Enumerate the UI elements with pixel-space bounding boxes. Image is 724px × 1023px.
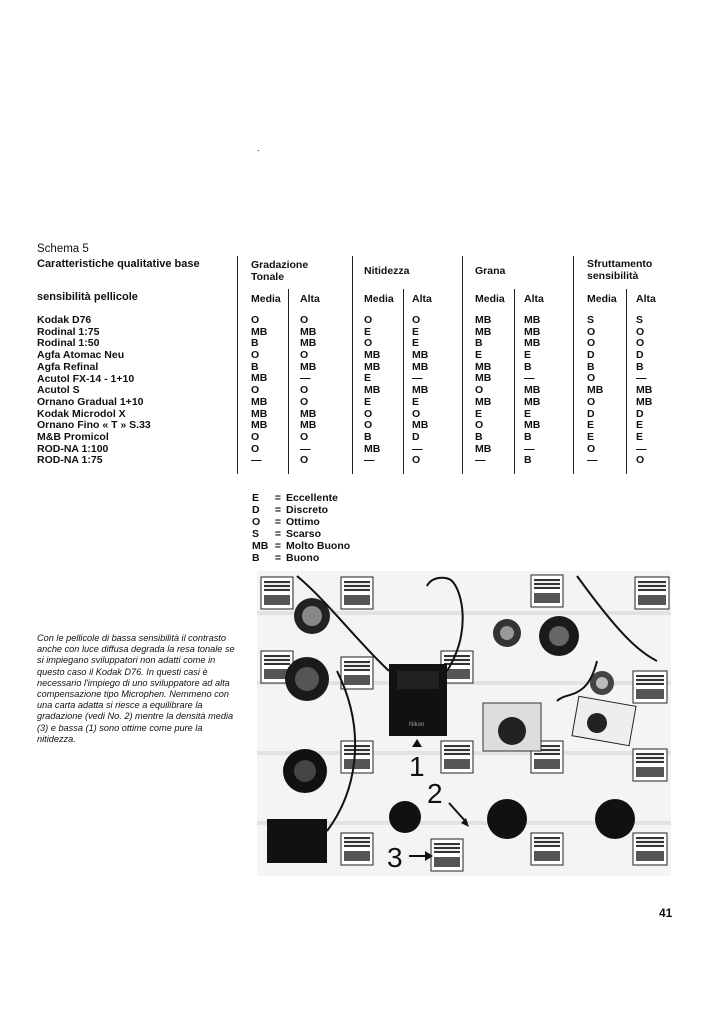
table-cell: O bbox=[412, 314, 421, 326]
photo-label-1: 1 bbox=[409, 751, 425, 782]
legend-meaning: Buono bbox=[286, 552, 320, 564]
column-divider bbox=[237, 256, 238, 474]
legend-row bbox=[252, 504, 350, 516]
page-number: 41 bbox=[659, 906, 673, 920]
table-cell: — bbox=[300, 372, 311, 385]
table-cell: E bbox=[412, 325, 420, 338]
developer-name: Kodak D76 bbox=[37, 314, 92, 326]
table-cell: B bbox=[364, 430, 372, 443]
table-cell: MB bbox=[475, 314, 492, 326]
table-cell: MB bbox=[475, 360, 492, 373]
table-cell: O bbox=[300, 314, 309, 326]
legend-equals: = bbox=[274, 516, 282, 528]
legend-meaning: Scarso bbox=[286, 528, 322, 540]
table-cell: E bbox=[412, 395, 420, 408]
developer-name: Agfa Refinal bbox=[37, 360, 99, 373]
table-cell: MB bbox=[524, 384, 541, 397]
table-cell: O bbox=[587, 442, 596, 455]
legend-equals: = bbox=[274, 504, 282, 516]
table-cell: O bbox=[300, 430, 309, 443]
table-cell: O bbox=[587, 337, 596, 350]
table-cell: MB bbox=[251, 325, 268, 338]
column-divider bbox=[462, 256, 463, 474]
table-cell: MB bbox=[475, 395, 492, 408]
legend-row bbox=[252, 492, 350, 504]
table-cell: MB bbox=[300, 407, 317, 420]
column-divider bbox=[573, 256, 574, 474]
table-cell: MB bbox=[251, 395, 268, 408]
table-cell: MB bbox=[412, 384, 429, 397]
table-cell: E bbox=[636, 430, 644, 443]
table-cell: MB bbox=[251, 407, 268, 420]
table-cell: B bbox=[475, 430, 483, 443]
table-cell: O bbox=[636, 325, 645, 338]
table-cell: MB bbox=[412, 360, 429, 373]
table-cell: D bbox=[587, 407, 595, 420]
table-cell: B bbox=[251, 337, 259, 350]
table-cell: MB bbox=[251, 372, 268, 385]
table-cell: MB bbox=[300, 337, 317, 350]
col-nitidezza-media bbox=[364, 315, 380, 467]
table-cell: — bbox=[412, 442, 423, 455]
table-cell: B bbox=[251, 360, 259, 373]
col-sfruttamento-alta bbox=[636, 315, 652, 467]
table-cell: D bbox=[636, 407, 644, 420]
table-cell: O bbox=[412, 454, 421, 467]
developer-name: Agfa Atomac Neu bbox=[37, 349, 125, 362]
table-subtitle: Caratteristiche qualitative base bbox=[37, 258, 200, 270]
table-cell: E bbox=[475, 349, 483, 362]
table-cell: O bbox=[251, 430, 260, 443]
legend-code: B bbox=[252, 552, 260, 564]
table-cell: MB bbox=[300, 325, 317, 338]
photo-illustration bbox=[257, 571, 671, 876]
table-cell: — bbox=[587, 454, 598, 467]
arrow-1 bbox=[412, 739, 422, 747]
legend-equals: = bbox=[274, 528, 282, 540]
table-cell: E bbox=[587, 430, 595, 443]
table-cell: MB bbox=[524, 337, 541, 350]
column-divider bbox=[514, 289, 515, 474]
table-cell: MB bbox=[300, 419, 317, 432]
developer-name: Acutol FX-14 - 1+10 bbox=[37, 372, 135, 385]
col-sfruttamento-media bbox=[587, 315, 603, 467]
group-header-gradazione: Gradazione Tonale bbox=[251, 259, 309, 283]
table-cell: E bbox=[524, 349, 532, 362]
developer-name: Acutol S bbox=[37, 384, 80, 397]
table-cell: E bbox=[364, 325, 372, 338]
group-header-sfruttamento: Sfruttamento sensibilità bbox=[587, 258, 653, 282]
table-cell: — bbox=[364, 454, 375, 467]
table-cell: MB bbox=[412, 419, 429, 432]
table-cell: D bbox=[587, 349, 595, 362]
table-cell: O bbox=[300, 384, 309, 397]
table-cell: MB bbox=[364, 360, 381, 373]
table-cell: O bbox=[251, 384, 260, 397]
table-cell: E bbox=[412, 337, 420, 350]
table-cell: D bbox=[636, 349, 644, 362]
table-cell: O bbox=[251, 314, 260, 326]
subheader-media: Media bbox=[251, 293, 281, 305]
table-cell: B bbox=[524, 454, 532, 467]
legend-row bbox=[252, 552, 350, 564]
developer-name: ROD-NA 1:75 bbox=[37, 454, 103, 467]
table-cell: O bbox=[475, 384, 484, 397]
table-cell: O bbox=[251, 349, 260, 362]
legend-equals: = bbox=[274, 552, 282, 564]
legend-row bbox=[252, 516, 350, 528]
legend-code: S bbox=[252, 528, 260, 540]
table-cell: S bbox=[636, 314, 644, 326]
table-cell: O bbox=[251, 442, 260, 455]
table-cell: O bbox=[587, 325, 596, 338]
developer-list bbox=[37, 315, 237, 467]
table-cell: O bbox=[300, 454, 309, 467]
developer-name: Rodinal 1:50 bbox=[37, 337, 100, 350]
subheader-alta: Alta bbox=[300, 293, 320, 305]
legend-code: O bbox=[252, 516, 261, 528]
developer-name: M&B Promicol bbox=[37, 431, 109, 444]
table-cell: MB bbox=[475, 325, 492, 338]
table-cell: MB bbox=[475, 442, 492, 455]
table-cell: O bbox=[364, 337, 373, 350]
table-cell: O bbox=[364, 407, 373, 420]
subheader-alta: Alta bbox=[636, 293, 656, 305]
table-cell: MB bbox=[636, 384, 653, 397]
table-cell: MB bbox=[524, 419, 541, 432]
table-cell: E bbox=[636, 419, 644, 432]
table-cell: O bbox=[636, 454, 645, 467]
table-cell: MB bbox=[364, 442, 381, 455]
table-cell: O bbox=[636, 337, 645, 350]
schema-label: Schema 5 bbox=[37, 243, 89, 255]
photo-label-3: 3 bbox=[387, 842, 403, 873]
legend-code: D bbox=[252, 504, 260, 516]
column-divider bbox=[352, 256, 353, 474]
table-cell: MB bbox=[524, 314, 541, 326]
table-cell: MB bbox=[475, 372, 492, 385]
table-cell: O bbox=[475, 419, 484, 432]
group-header-grana: Grana bbox=[475, 265, 506, 277]
table-cell: B bbox=[636, 360, 644, 373]
stray-dot: . bbox=[257, 143, 260, 153]
table-cell: E bbox=[364, 372, 372, 385]
photo-caption: Con le pellicole di bassa sensibilità il contrasto anche con luce diffusa degrada la resa tonale se si impiegano sviluppatori non adatti come in questo caso il Kodak D76. In questi casi è necessario l'impiego di uno sviluppatore ad alta compensazione tipo Microphen. Nemmeno con una carta adatta si riesce a equilibrare la gradazione (vedi No. 2) mentre la densità media (3) e bassa (1) sono ottime come pure la nitidezza. bbox=[37, 633, 235, 744]
table-cell: O bbox=[300, 395, 309, 408]
legend-equals: = bbox=[274, 540, 282, 552]
table-cell: E bbox=[364, 395, 372, 408]
column-divider bbox=[626, 289, 627, 474]
table-cell: MB bbox=[524, 325, 541, 338]
table-cell: D bbox=[412, 430, 420, 443]
legend-meaning: Molto Buono bbox=[286, 540, 351, 552]
photo-label-2: 2 bbox=[427, 778, 443, 809]
table-cell: — bbox=[251, 454, 262, 467]
subheader-alta: Alta bbox=[412, 293, 432, 305]
table-cell: — bbox=[412, 372, 423, 385]
subheader-media: Media bbox=[587, 293, 617, 305]
col-grana-media bbox=[475, 315, 491, 467]
table-cell: — bbox=[524, 372, 535, 385]
table-cell: MB bbox=[251, 419, 268, 432]
table-cell: — bbox=[636, 372, 647, 385]
legend-meaning: Eccellente bbox=[286, 492, 338, 504]
legend-code: E bbox=[252, 492, 260, 504]
developer-name: Rodinal 1:75 bbox=[37, 325, 100, 338]
subheader-media: Media bbox=[364, 293, 394, 305]
table-cell: MB bbox=[412, 349, 429, 362]
developer-name: ROD-NA 1:100 bbox=[37, 442, 109, 455]
legend-meaning: Discreto bbox=[286, 504, 329, 516]
table-cell: MB bbox=[524, 395, 541, 408]
table-cell: S bbox=[587, 314, 595, 326]
table-cell: O bbox=[587, 372, 596, 385]
table-cell: O bbox=[587, 395, 596, 408]
table-cell: B bbox=[524, 430, 532, 443]
table-cell: E bbox=[524, 407, 532, 420]
table-cell: — bbox=[524, 442, 535, 455]
legend bbox=[252, 492, 350, 564]
group-header-nitidezza: Nitidezza bbox=[364, 265, 410, 277]
legend-equals: = bbox=[274, 492, 282, 504]
col-gradazione-alta bbox=[300, 315, 316, 467]
camera-brand-text: Nikon bbox=[409, 722, 425, 728]
legend-meaning: Ottimo bbox=[286, 516, 320, 528]
table-cell: B bbox=[475, 337, 483, 350]
table-cell: MB bbox=[636, 395, 653, 408]
sensitivity-label: sensibilità pellicole bbox=[37, 291, 138, 303]
subheader-alta: Alta bbox=[524, 293, 544, 305]
table-cell: E bbox=[587, 419, 595, 432]
developer-name: Ornano Fino « T » S.33 bbox=[37, 419, 151, 432]
column-divider bbox=[403, 289, 404, 474]
photograph bbox=[257, 571, 671, 876]
table-cell: — bbox=[636, 442, 647, 455]
table-cell: MB bbox=[364, 384, 381, 397]
legend-code: MB bbox=[252, 540, 269, 552]
table-cell: B bbox=[587, 360, 595, 373]
legend-row bbox=[252, 540, 350, 552]
table-cell: MB bbox=[587, 384, 604, 397]
table-cell: B bbox=[524, 360, 532, 373]
table-cell: — bbox=[300, 442, 311, 455]
col-gradazione-media bbox=[251, 315, 267, 467]
table-cell: — bbox=[475, 454, 486, 467]
developer-name: Ornano Gradual 1+10 bbox=[37, 395, 144, 408]
col-grana-alta bbox=[524, 315, 540, 467]
column-divider bbox=[288, 289, 289, 474]
table-cell: O bbox=[412, 407, 421, 420]
table-cell: MB bbox=[364, 349, 381, 362]
legend-row bbox=[252, 528, 350, 540]
col-nitidezza-alta bbox=[412, 315, 428, 467]
subheader-media: Media bbox=[475, 293, 505, 305]
table-cell: O bbox=[364, 419, 373, 432]
table-cell: O bbox=[364, 314, 373, 326]
table-cell: MB bbox=[300, 360, 317, 373]
developer-name: Kodak Microdol X bbox=[37, 407, 126, 420]
table-cell: O bbox=[300, 349, 309, 362]
table-cell: E bbox=[475, 407, 483, 420]
